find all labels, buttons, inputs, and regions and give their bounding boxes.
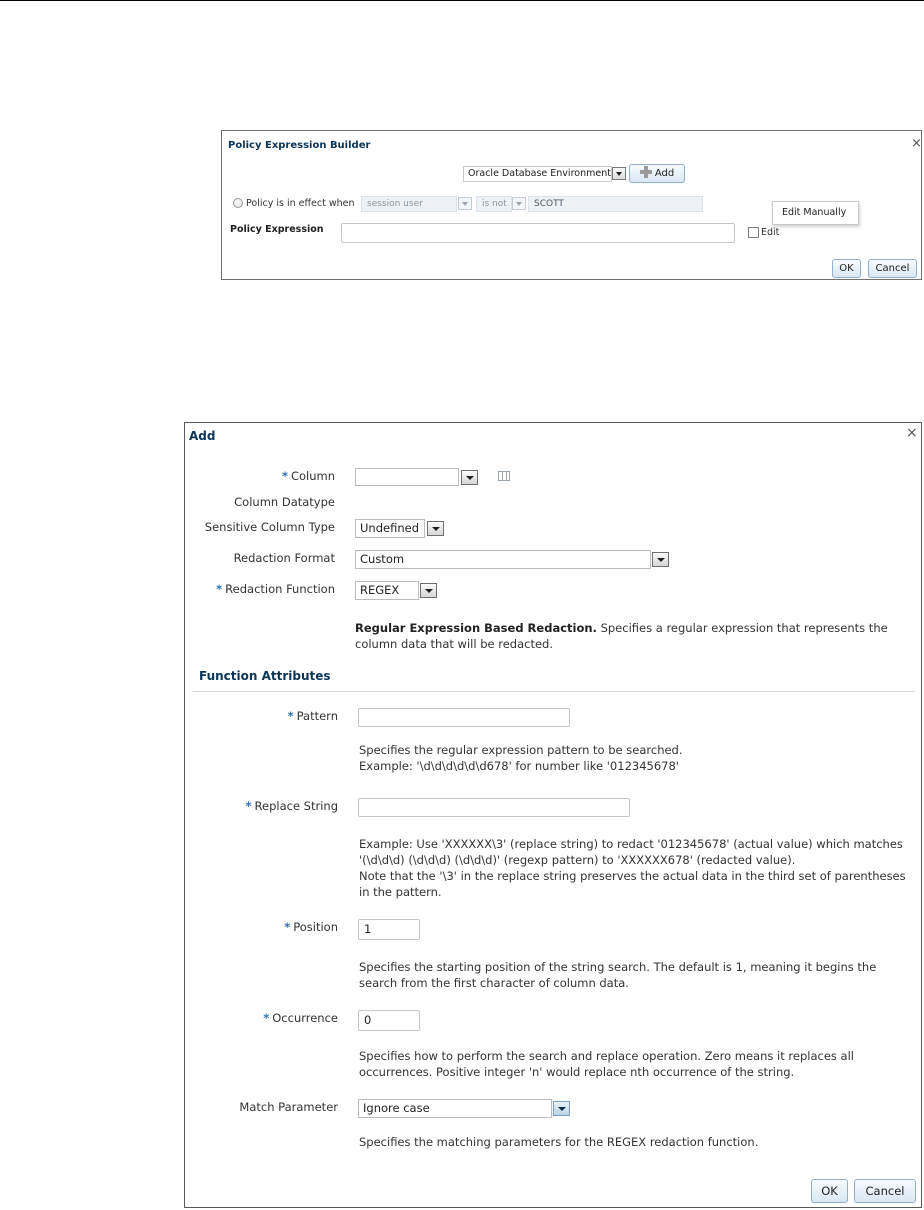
- add-redaction-dialog: [184, 422, 922, 1208]
- replace-help-line-4: in the pattern.: [359, 885, 442, 899]
- match-parameter-help: Specifies the matching parameters for the REGEX redaction function.: [359, 1135, 759, 1149]
- required-marker: *: [284, 920, 291, 934]
- policy-in-effect-radio[interactable]: [233, 198, 243, 208]
- policy-expression-label: Policy Expression: [230, 224, 324, 235]
- chevron-down-icon: [466, 476, 474, 480]
- replace-help-line-3: Note that the '\3' in the replace string preserves the actual data in the third set of parentheses: [359, 869, 906, 883]
- pattern-label-text: Pattern: [296, 709, 338, 723]
- required-marker: *: [263, 1011, 270, 1025]
- redaction-function-select[interactable]: REGEX: [355, 581, 419, 600]
- ok-button[interactable]: OK: [811, 1179, 848, 1203]
- column-label-text: Column: [290, 469, 335, 483]
- chevron-down-icon: [432, 527, 440, 531]
- redaction-function-label-text: Redaction Function: [225, 582, 335, 596]
- match-parameter-select[interactable]: Ignore case: [358, 1099, 552, 1118]
- pattern-input[interactable]: [358, 708, 570, 727]
- section-divider: [193, 691, 915, 692]
- chevron-down-icon: [462, 202, 468, 206]
- policy-expression-builder-dialog: [221, 130, 922, 280]
- sensitive-column-type-label: Sensitive Column Type: [204, 520, 335, 534]
- chevron-down-icon: [657, 558, 665, 562]
- policy-expression-input[interactable]: [341, 223, 735, 243]
- description-heading: Regular Expression Based Redaction.: [355, 621, 597, 635]
- required-marker: *: [216, 582, 223, 596]
- redaction-format-select[interactable]: Custom: [355, 550, 651, 569]
- condition-attribute-select[interactable]: session user: [361, 196, 457, 212]
- replace-string-input[interactable]: [358, 798, 630, 817]
- add-button[interactable]: [629, 164, 685, 183]
- edit-checkbox-label: Edit: [761, 227, 780, 238]
- column-label: [282, 469, 335, 483]
- replace-help-line-2: '(\d\d\d) (\d\d\d) (\d\d\d)' (regexp pattern) to 'XXXXXX678' (redacted value).: [359, 853, 796, 867]
- redaction-format-dropdown[interactable]: [652, 552, 669, 567]
- occurrence-help-line-2: occurrences. Positive integer 'n' would replace nth occurrence of the string.: [359, 1065, 795, 1079]
- occurrence-input[interactable]: 0: [358, 1010, 420, 1031]
- environment-select-value: Oracle Database Environment: [468, 168, 611, 179]
- chevron-down-icon: [425, 589, 433, 593]
- occurrence-label: [263, 1011, 338, 1025]
- redaction-format-label: Redaction Format: [233, 551, 335, 565]
- dialog-title: Add: [189, 429, 216, 443]
- environment-select[interactable]: [463, 166, 612, 182]
- close-icon[interactable]: ×: [906, 425, 918, 441]
- sensitive-column-type-select[interactable]: Undefined: [355, 519, 425, 538]
- condition-attribute-dropdown[interactable]: [458, 197, 472, 210]
- plus-icon: [640, 166, 652, 178]
- position-help-line-1: Specifies the starting position of the string search. The default is 1, meaning it begins the: [359, 960, 877, 974]
- chevron-down-icon: [558, 1107, 566, 1111]
- cancel-button[interactable]: Cancel: [868, 259, 917, 278]
- chevron-down-icon: [616, 172, 622, 176]
- column-dropdown-button[interactable]: [461, 470, 478, 485]
- cancel-button[interactable]: Cancel: [854, 1179, 916, 1203]
- chevron-down-icon: [516, 202, 522, 206]
- replace-string-label-text: Replace String: [254, 799, 338, 813]
- edit-manually-tooltip: Edit Manually: [772, 201, 859, 225]
- match-parameter-dropdown[interactable]: [553, 1101, 570, 1116]
- pattern-help-line-1: Specifies the regular expression pattern to be searched.: [359, 743, 683, 757]
- ok-button[interactable]: OK: [832, 259, 861, 278]
- table-grid-icon[interactable]: [498, 471, 510, 481]
- column-select[interactable]: [355, 468, 459, 486]
- condition-value-field[interactable]: SCOTT: [528, 196, 703, 212]
- match-parameter-label: Match Parameter: [239, 1100, 338, 1114]
- condition-operator-select[interactable]: is not: [476, 196, 512, 212]
- occurrence-help-line-1: Specifies how to perform the search and replace operation. Zero means it replaces all: [359, 1049, 854, 1063]
- page-top-rule: [0, 0, 924, 1]
- dialog-title: Policy Expression Builder: [228, 140, 371, 151]
- edit-checkbox[interactable]: [748, 227, 759, 238]
- position-label-text: Position: [293, 920, 338, 934]
- position-help-line-2: search from the first character of column data.: [359, 976, 629, 990]
- required-marker: *: [281, 469, 288, 483]
- redaction-function-description: [355, 620, 903, 652]
- redaction-function-label: [216, 582, 335, 596]
- function-attributes-title: Function Attributes: [199, 669, 331, 683]
- replace-string-label: [246, 799, 338, 813]
- replace-help-line-1: Example: Use 'XXXXXX\3' (replace string) to redact '012345678' (actual value) which matches: [359, 837, 903, 851]
- required-marker: *: [287, 709, 294, 723]
- description-text: Specifies a regular expression that represents the column data that will be redacted.: [355, 621, 888, 651]
- policy-in-effect-label: Policy is in effect when: [246, 198, 355, 209]
- column-datatype-label: Column Datatype: [234, 495, 335, 509]
- required-marker: *: [245, 799, 252, 813]
- condition-operator-dropdown[interactable]: [512, 197, 526, 210]
- close-icon[interactable]: ×: [911, 136, 922, 151]
- environment-dropdown-button[interactable]: [612, 167, 626, 180]
- redaction-function-dropdown[interactable]: [420, 583, 437, 598]
- position-label: [284, 920, 338, 934]
- sensitive-column-type-dropdown[interactable]: [427, 521, 444, 536]
- pattern-label: [288, 709, 338, 723]
- occurrence-label-text: Occurrence: [272, 1011, 338, 1025]
- add-button-label: Add: [654, 168, 675, 179]
- position-input[interactable]: 1: [358, 919, 420, 940]
- pattern-help-line-2: Example: '\d\d\d\d\d\d678' for number like '012345678': [359, 759, 679, 773]
